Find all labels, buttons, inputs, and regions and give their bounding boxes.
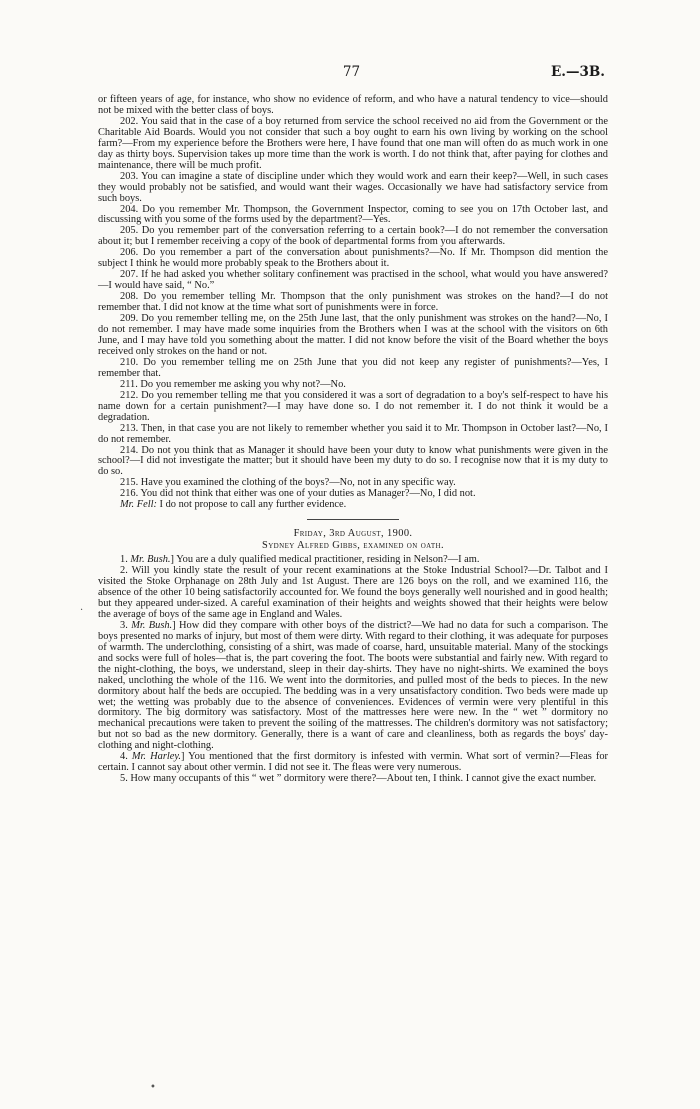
question-203: 203. You can imagine a state of discipline under which they would work and earn their keep?—Well, in such cases they would probably not be satisfied, and would want their wages. Occasionally we have had satisfactory service from such boys. — [98, 170, 608, 204]
question-speaker: Mr. Bush. — [130, 554, 171, 566]
session-date-heading: Friday, 3rd August, 1900. — [293, 528, 413, 540]
question-4 — [98, 752, 608, 774]
question-speaker: Mr. Harley. — [131, 751, 181, 763]
question-number: 3. — [120, 619, 128, 631]
question-209: 209. Do you remember telling me, on the 25th June last, that the only punishment was strokes on the hand?—No, I do not remember. I may have made some inquiries from the Brothers when I was at the school with the visitors on 6th June, and I may have told you something about the matter. I did not know before the visit of the Board whether the boys received only strokes on the hand or not. — [98, 313, 608, 357]
question-204: 204. Do you remember Mr. Thompson, the Government Inspector, coming to see you on 17th October last, and discussing with you some of the forms used by the department?—Yes. — [98, 203, 608, 226]
closing-text: I do not propose to call any further evidence. — [156, 499, 347, 511]
question-text: ] How did they compare with other boys of the district?—We had no data for such a comparison. The boys presented no marks of injury, but most of them were dirty. With regard to their clothing, it was adequate for purposes of warmth. The underclothing, consisting of a shirt, was made of coarse, hard, unsuitable material. Many of the stockings and socks were full of holes—that is, the part covering the foot. The boots were substantial and fairly new. With regard to the night-clothing, the boys, we understand, sleep in their day-shirts. They have no night-shirts. We examined the boys naked, unclothing the whole of the 116. We went into the dormitories, and pulled most of the beds to pieces. In the new dormitory about half the beds are occupied. The bedding was in a very unsatisfactory condition. Two beds were made up wet; the wetting was probably due to the absence of conveniences. Evidences of vermin were very plentiful in this dormitory. The big dormitory was satisfactory. Most of the mattresses here were new. In the “ wet ” dormitory no mechanical precautions were taken to prevent the soiling of the mattresses. The children's dormitory was not satisfactory; but not so bad as the new dormitory. Generally, there is a want of care and cleanliness, both as regards the boys' day-clothing and night-clothing. — [98, 619, 609, 752]
question-speaker: Mr. Bush. — [131, 619, 173, 631]
question-text: Will you kindly state the result of your recent examinations at the Stoke Industrial School?—Dr. Talbot and I visited the Stoke Orphanage on 28th July and 1st August. There are 126 boys on the roll, and we examined 116, the absence of the other 10 being satisfactorily accounted for. We found the boys generally well nourished and in good health; but they appeared under-sized. A careful examination of their heights and weights showed that their heights were below the average of boys of the same age in England and Wales. — [98, 565, 608, 620]
document-reference: E.—3B. — [551, 64, 605, 80]
section-divider — [307, 519, 399, 520]
question-3 — [98, 621, 608, 752]
question-215: 215. Have you examined the clothing of the boys?—No, not in any specific way. — [120, 477, 456, 489]
document-body — [98, 95, 608, 785]
question-number: 2. — [120, 565, 128, 577]
page-number: 77 — [342, 64, 361, 80]
continued-paragraph: or fifteen years of age, for instance, who show no evidence of reform, and who have a natural tendency to vice—should not be mixed with the better class of boys. — [98, 94, 608, 116]
question-207: 207. If he had asked you whether solitary confinement was practised in the school, what would you have answered?—I would have said, “ No.” — [98, 269, 608, 292]
closing-speaker: Mr. Fell: — [120, 499, 157, 511]
question-text: ] You mentioned that the first dormitory is infested with vermin. What sort of vermin?—Fleas for certain. I cannot say about other vermin. I did not see it. The fleas were very numerous. — [98, 751, 608, 774]
margin-mark: • — [150, 1082, 156, 1093]
question-205: 205. Do you remember part of the conversation referring to a certain book?—I do not remember the conversation about it; but I remember receiving a copy of the book of departmental forms from you afterwards. — [98, 225, 608, 248]
witness-heading: Sydney Alfred Gibbs, examined on oath. — [262, 540, 444, 552]
question-210: 210. Do you remember telling me on 25th June that you did not keep any register of punishments?—Yes, I remember that. — [98, 356, 608, 379]
page-header — [98, 64, 605, 84]
closing-statement — [98, 500, 608, 511]
question-text: How many occupants of this “ wet ” dormitory were there?—About ten, I think. I cannot give the exact number. — [127, 773, 597, 785]
question-208: 208. Do you remember telling Mr. Thompson that the only punishment was strokes on the hand?—I do not remember that. I did not know at the time what sort of punishments were in force. — [98, 291, 608, 314]
question-216: 216. You did not think that either was one of your duties as Manager?—No, I did not. — [120, 488, 476, 500]
question-206: 206. Do you remember a part of the conversation about punishments?—No. If Mr. Thompson did mention the subject I think he would more probably speak to the Brothers about it. — [98, 247, 608, 270]
question-213: 213. Then, in that case you are not likely to remember whether you said it to Mr. Thompson in October last?—No, I do not remember. — [98, 422, 608, 445]
question-5 — [98, 774, 608, 785]
question-2 — [98, 566, 608, 621]
question-number: 4. — [120, 751, 128, 763]
question-number: 5. — [120, 773, 128, 785]
question-number: 1. — [120, 554, 128, 566]
margin-mark: · — [80, 605, 84, 616]
question-211: 211. Do you remember me asking you why not?—No. — [120, 378, 346, 390]
question-text: ] You are a duly qualified medical practitioner, residing in Nelson?—I am. — [170, 554, 480, 566]
question-212: 212. Do you remember telling me that you considered it was a sort of degradation to a boy's self-respect to have his name down for a certain punishment?—I may have done so. I do not remember it. I do not think it would be a degradation. — [98, 389, 608, 423]
question-202: 202. You said that in the case of a boy returned from service the school received no aid from the Government or the Charitable Aid Boards. Would you not consider that such a boy ought to earn his own living by working on the school farm?—From my experience before the Brothers were here, I have found that one man will often do as much work in one day as thirty boys. Supervision takes up more time than the work is worth. I do not think that, after paying for clothes and maintenance, there will be much profit. — [98, 115, 608, 171]
question-214: 214. Do not you think that as Manager it should have been your duty to know what punishments were given in the school?—I did not investigate the matter; but it should have been my duty to do so. I recognise now that it is my duty to do so. — [98, 444, 608, 478]
